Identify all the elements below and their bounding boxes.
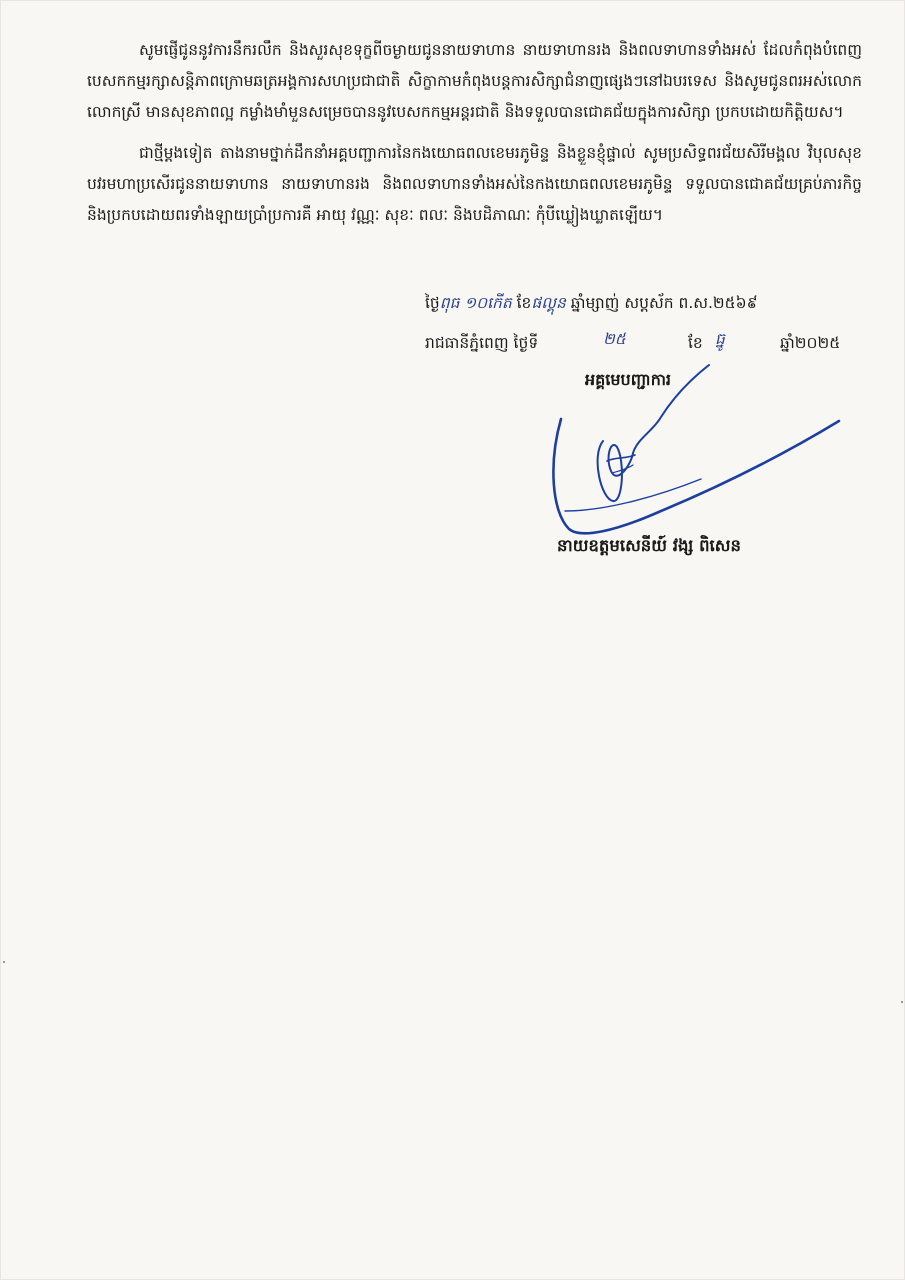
lunar-date (425, 291, 758, 315)
lunar-date-rest: ឆ្នាំម្សាញ់ សប្តស័ក ព.ស.២៥៦៩ (570, 294, 758, 312)
solar-date-place: រាជធានីភ្នំពេញ ថ្ងៃទី (425, 334, 539, 352)
letter-body (87, 35, 862, 241)
solar-date-year: ឆ្នាំ២០២៥ (780, 334, 841, 352)
handwritten-signature (541, 361, 841, 546)
scan-speck (901, 1001, 903, 1003)
lunar-date-month-label: ខែ (516, 294, 532, 312)
paragraph-blessing: ជាថ្មីម្តងទៀត តាងនាមថ្នាក់ដឹកនាំអគ្គបញ្ជាការនៃកងយោធពលខេមរភូមិន្ទ និងខ្លួនខ្ញុំផ្ទាល់ សូមប្រសិទ្ធពរជ័យសិរីមង្គល វិបុលសុខ បវរមហាប្រសើរជូននាយទាហាន នាយទាហានរង និងពលទាហានទាំងអស់នៃកងយោធពលខេមរភូមិន្ទ ទទួលបានជោគជ័យគ្រប់ភារកិច្ច និងប្រកបដោយពរទាំងឡាយប្រាំប្រការគឺ អាយុ វណ្ណៈ សុខៈ ពលៈ និងបដិភាណៈ កុំបីឃ្លៀងឃ្លាតឡើយ។ (87, 144, 862, 224)
signer-title: អគ្គមេបញ្ជាការ (584, 370, 671, 389)
solar-date-month-handwritten: ធ្នូ (715, 330, 725, 348)
lunar-date-prefix: ថ្ងៃ (425, 294, 440, 312)
solar-date-day-handwritten: ២៥ (603, 330, 626, 348)
solar-date-month-label: ខែ (688, 334, 703, 352)
scan-speck (3, 961, 5, 963)
paragraph-greeting: សូមផ្ញើជូននូវការនឹករលឹក និងសួរសុខទុក្ខពីចម្ងាយជូននាយទាហាន នាយទាហានរង និងពលទាហានទាំងអស់ ដែលកំពុងបំពេញបេសកកម្មរក្សាសន្តិភាពក្រោមឆត្រអង្គការសហប្រជាជាតិ សិក្ខាកាមកំពុងបន្តការសិក្សាជំនាញផ្សេងៗនៅឯបរទេស និងសូមជូនពរអស់លោក លោកស្រី មានសុខភាពល្អ កម្លាំងមាំមួនសម្រេចបាននូវបេសកកម្មអន្តរជាតិ និងទទួលបានជោគជ័យក្នុងការសិក្សា ប្រកបដោយកិត្តិយស។ (87, 41, 862, 121)
lunar-date-day-handwritten: ពុធ ១០កើត (439, 294, 512, 312)
lunar-date-month-handwritten: ផល្គុន (531, 294, 566, 312)
signer-name: នាយឧត្តមសេនីយ៍ វង្ស ពិសេន (557, 536, 741, 555)
